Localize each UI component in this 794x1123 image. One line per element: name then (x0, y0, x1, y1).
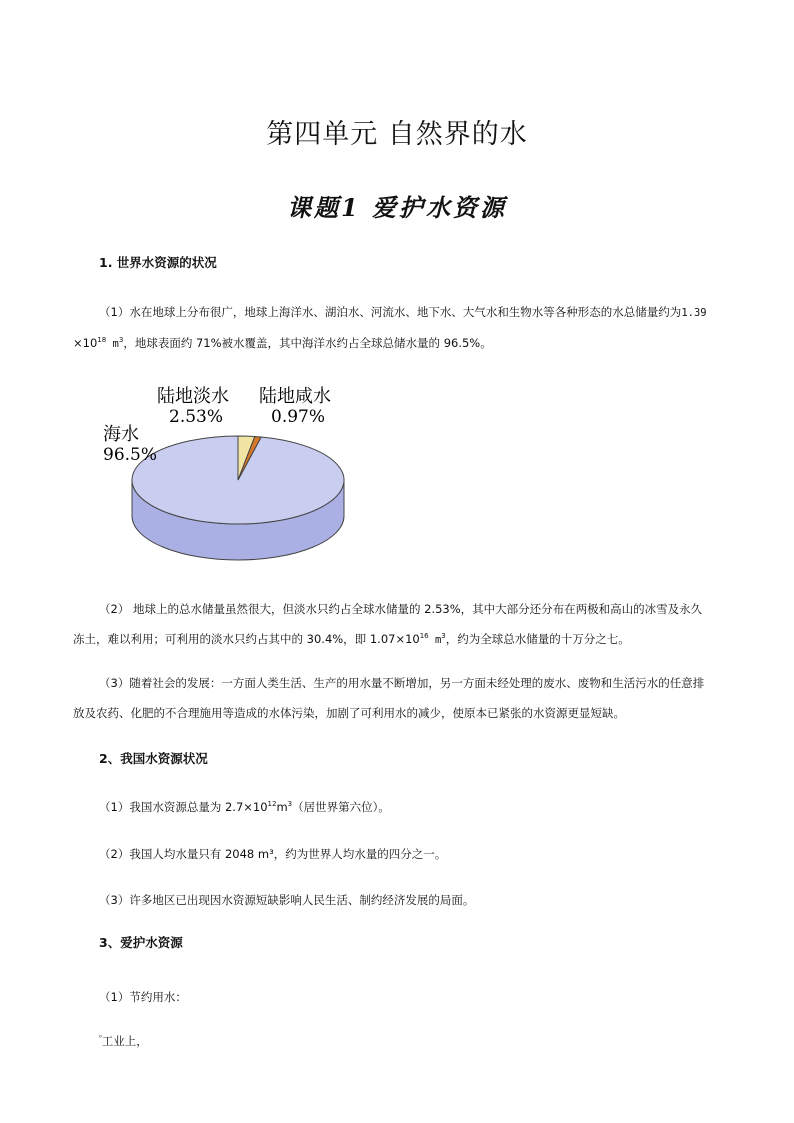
section-heading-world-water: 1. 世界水资源的状况 (99, 255, 217, 270)
exponent: 12 (267, 800, 277, 808)
exponent: 3 (118, 336, 124, 344)
unit: m (106, 338, 119, 350)
section-heading-china-water: 2、我国水资源状况 (99, 751, 208, 766)
text: 工业上， (101, 1034, 148, 1048)
text: （3）随着社会的发展：一方面人类生活、生产的用水量不断增加，另一方面未经处理的废水、废物和生活污水的任意排 (99, 676, 705, 690)
exponent: 18 (97, 336, 107, 344)
lesson-title: 课题1 爱护水资源 (286, 193, 508, 222)
paragraph-water-distribution (73, 297, 739, 359)
text: 冻土，难以利用；可利用的淡水只约占其中的 30.4%，即 1.07×10 (73, 632, 420, 646)
text: （2） 地球上的总水储量虽然很大，但淡水只约占全球水储量的 2.53%，其中大部分还分布在两极和高山的冰雪及永久 (99, 602, 703, 616)
label-sea-value: 96.5% (103, 445, 158, 465)
unit-title: 第四单元 自然界的水 (266, 119, 528, 150)
label-saline-value: 0.97% (271, 407, 326, 427)
text: ×10 (73, 336, 98, 350)
water-distribution-pie-chart (97, 372, 362, 565)
paragraph-fresh-water (73, 594, 739, 655)
paragraph-china-total (99, 792, 390, 822)
paragraph-social-development (73, 668, 739, 728)
exponent: 3 (287, 800, 293, 808)
pie-chart-svg (97, 372, 362, 565)
paragraph-china-per-capita: （2）我国人均水量只有 2048 m³，约为世界人均水量的四分之一。 (99, 847, 447, 861)
label-sea-name: 海水 (103, 424, 139, 445)
exponent: 16 (419, 632, 429, 640)
paragraph-industry (99, 1026, 148, 1056)
unit: m (276, 800, 288, 814)
paragraph-save-water: （1）节约用水： (99, 990, 187, 1004)
label-fresh-value: 2.53% (169, 407, 224, 427)
label-saline-name: 陆地咸水 (259, 386, 331, 407)
unit: m (428, 634, 442, 646)
exponent: 3 (441, 632, 446, 640)
list-marker: ⁰ (99, 1034, 102, 1042)
label-fresh-name: 陆地淡水 (157, 386, 229, 407)
text: （居世界第六位）。 (292, 800, 390, 814)
total-volume-value: 1.39 (681, 307, 707, 319)
text: ，地球表面约 71%被水覆盖，其中海洋水约占全球总储水量的 96.5%。 (123, 336, 492, 350)
text: ，约为全球总水储量的十万分之七。 (445, 632, 630, 646)
text: 放及农药、化肥的不合理施用等造成的水体污染，加剧了可利用水的减少，使原本已紧张的水资源更显短缺。 (73, 706, 625, 720)
section-heading-protect-water: 3、爱护水资源 (99, 935, 183, 950)
text: （1）我国水资源总量为 2.7×10 (99, 800, 268, 814)
paragraph-china-shortage: （3）许多地区已出现因水资源短缺影响人民生活、制约经济发展的局面。 (99, 893, 475, 907)
text: （1）水在地球上分布很广，地球上海洋水、湖泊水、河流水、地下水、大气水和生物水等各种形态的水总储量约为 (99, 305, 682, 319)
